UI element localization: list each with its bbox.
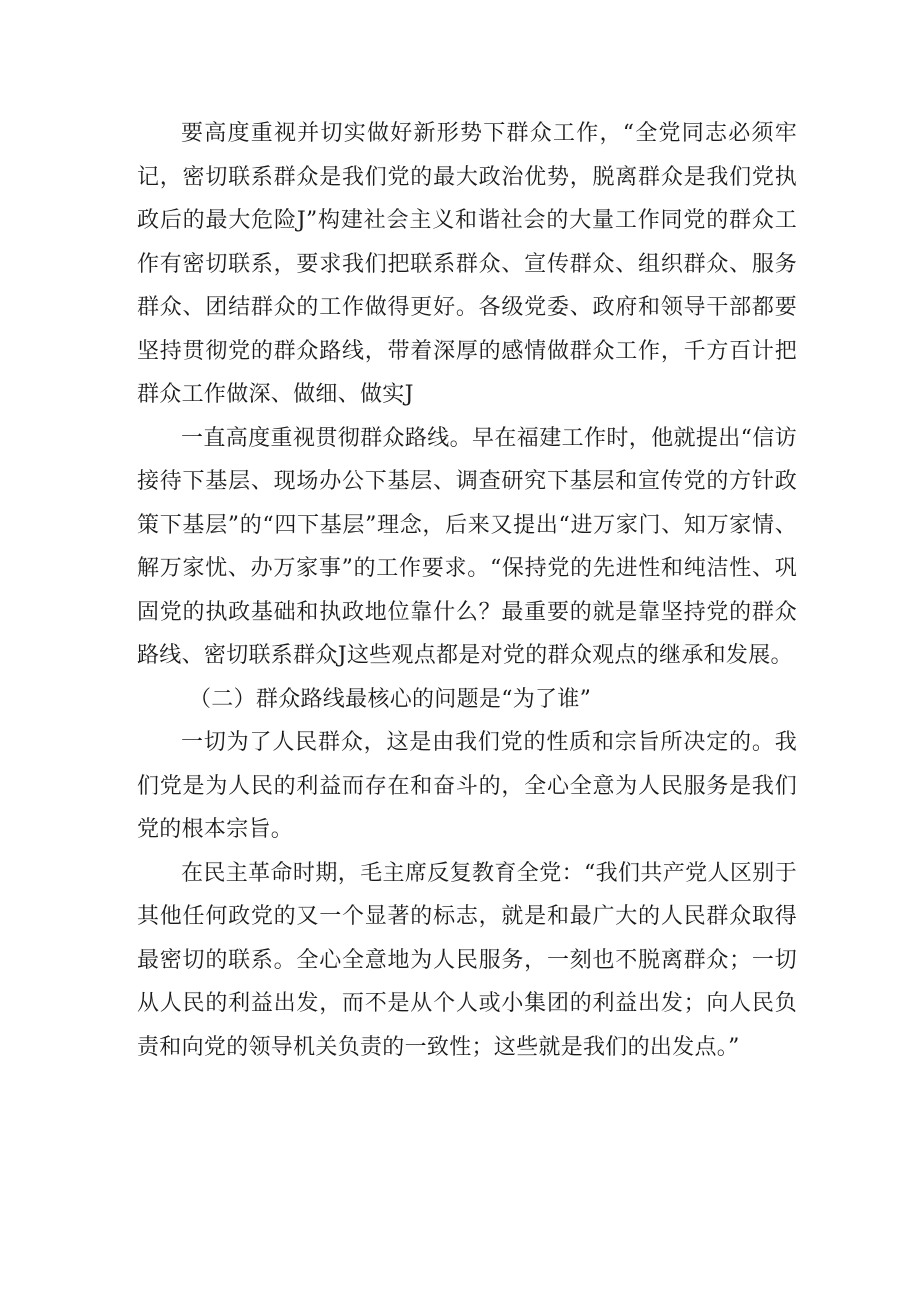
paragraph-mao-quote: 在民主革命时期，毛主席反复教育全党：“我们共产党人区别于其他任何政党的又一个显著的标志，就是和最广大的人民群众取得最密切的联系。全心全意地为人民服务，一刻也不脱离群众；一切从人民的利益出发，而不是从个人或小集团的利益出发；向人民负责和向党的领导机关负责的一致性；这些就是我们的出发点。” xyxy=(137,860,797,1060)
paragraph-mass-line: 一直高度重视贯彻群众路线。早在福建工作时，他就提出“信访接待下基层、现场办公下基层、调查研究下基层和宣传党的方针政策下基层”的“四下基层”理念，后来又提出“进万家门、知万家情、解万家忧、办万家事”的工作要求。“保持党的先进性和纯洁性、巩固党的执政基础和执政地位靠什么？最重要的就是靠坚持党的群众路线、密切联系群众J这些观点都是对党的群众观点的继承和发展。 xyxy=(137,425,797,668)
document-body xyxy=(137,112,797,1069)
section-heading: （二）群众路线最核心的问题是“为了谁” xyxy=(189,686,592,712)
paragraph-mass-work: 要高度重视并切实做好新形势下群众工作，“全党同志必须牢记，密切联系群众是我们党的最大政治优势，脱离群众是我们党执政后的最大危险J”构建社会主义和谐社会的大量工作同党的群众工作有密切联系，要求我们把联系群众、宣传群众、组织群众、服务群众、团结群众的工作做得更好。各级党委、政府和领导干部都要坚持贯彻党的群众路线，带着深厚的感情做群众工作，千方百计把群众工作做深、做细、做实J xyxy=(137,121,797,407)
paragraph-for-whom: 一切为了人民群众，这是由我们党的性质和宗旨所决定的。我们党是为人民的利益而存在和奋斗的，全心全意为人民服务是我们党的根本宗旨。 xyxy=(137,730,797,842)
